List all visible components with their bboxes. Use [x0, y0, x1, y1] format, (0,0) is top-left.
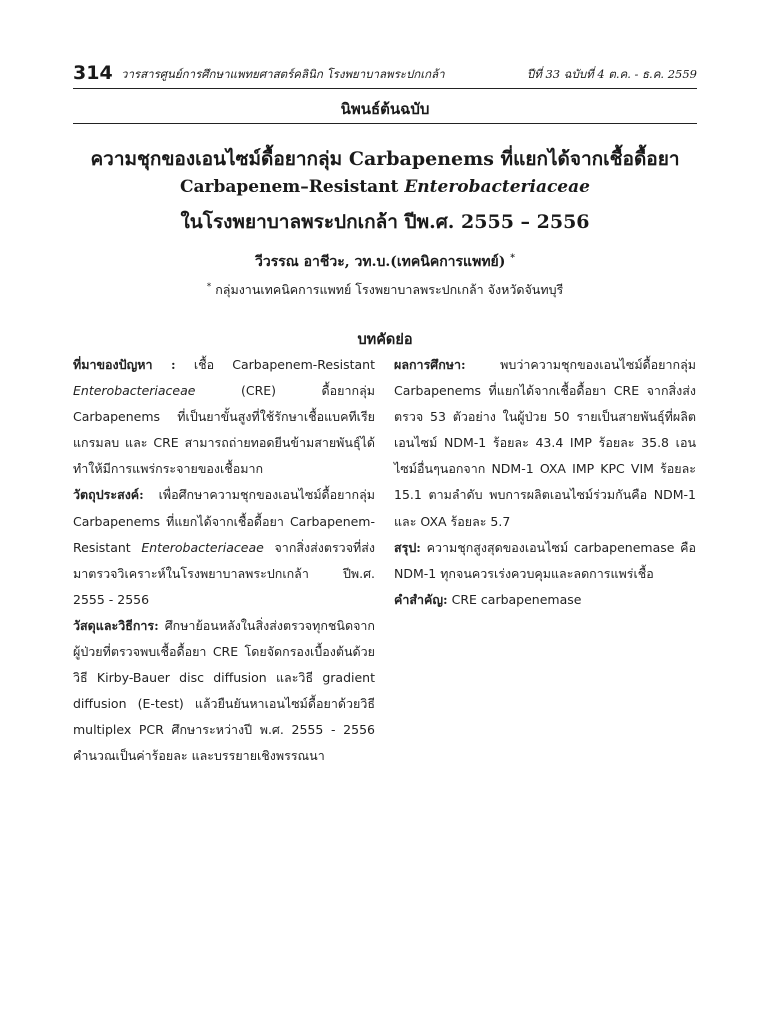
objective-text-1: เพื่อศึกษาความชุกของเอนไซม์ดื้อยากลุ่ม Carbapenems ที่แยกได้จากเชื้อดื้อยา Carbapenem-Resistant [73, 487, 375, 555]
title-line-3: ในโรงพยาบาลพระปกเกล้า ปีพ.ศ. 2555 – 2556 [180, 211, 590, 233]
divider [73, 123, 697, 124]
results-paragraph [394, 352, 696, 535]
background-paragraph [73, 352, 375, 482]
background-italic: Enterobacteriaceae [73, 383, 196, 399]
affiliation-text: กลุ่มงานเทคนิคการแพทย์ โรงพยาบาลพระปกเกล้า จังหวัดจันทบุรี [215, 282, 564, 297]
objective-text-2: จากสิ่งส่งตรวจที่ส่งมาตรวจวิเคราะห์ในโรงพยาบาลพระปกเกล้า ปีพ.ศ. 2555 - 2556 [73, 539, 375, 607]
background-text-1: เชื้อ Carbapenem-Resistant [193, 357, 375, 372]
objective-label: วัตถุประสงค์: [73, 487, 144, 503]
author-line [40, 251, 730, 273]
author-name: วีวรรณ อาชีวะ, วท.บ.(เทคนิคการแพทย์) [255, 254, 506, 270]
conclusion-label: สรุป: [394, 539, 421, 555]
results-label: ผลการศึกษา: [394, 357, 466, 372]
background-label: ที่มาของปัญหา : [73, 357, 176, 372]
title-line-2-text: Carbapenem–Resistant [180, 177, 405, 197]
objective-italic: Enterobacteriaceae [141, 539, 264, 555]
title-line-2 [40, 177, 730, 197]
background-text-2: (CRE) ดื้อยากลุ่ม Carbapenems ที่เป็นยาขั้นสูงที่ใช้รักษาเชื้อแบคทีเรียแกรมลบ และ CRE สามารถถ่ายทอดยีนข้ามสายพันธุ์ได้ทำให้มีการแพร่กระจายของเชื้อมาก [73, 383, 375, 477]
author-mark: * [510, 253, 515, 264]
methods-text: ศึกษาย้อนหลังในสิ่งส่งตรวจทุกชนิดจากผู้ป่วยที่ตรวจพบเชื้อดื้อยา CRE โดยจัดกรองเบื้องต้นด้วยวิธี Kirby-Bauer disc diffusion และวิธี gradient diffusion (E-test) แล้วยืนยันหาเอนไซม์ดื้อยาด้วยวิธี multiplex PCR ศึกษาระหว่างปี พ.ศ. 2555 - 2556 คำนวณเป็นค่าร้อยละ และบรรยายเชิงพรรณนา [73, 617, 375, 764]
section-title: นิพนธ์ต้นฉบับ [340, 100, 430, 118]
conclusion-paragraph [394, 535, 696, 587]
abstract-heading: บทคัดย่อ [357, 331, 413, 348]
journal-name: วารสารศูนย์การศึกษาแพทยศาสตร์คลินิก โรงพยาบาลพระปกเกล้า [121, 67, 445, 81]
abstract-column-right [394, 352, 696, 613]
results-text: พบว่าความชุกของเอนไซม์ดื้อยากลุ่ม Carbapenems ที่แยกได้จากเชื้อดื้อยา CRE จากสิ่งส่งตรวจ 53 ตัวอย่าง ในผู้ป่วย 50 รายเป็นสายพันธุ์ที่ผลิตเอนไซม์ NDM-1 ร้อยละ 43.4 IMP ร้อยละ 35.8 เอนไซม์อื่นๆนอกจาก NDM-1 OXA IMP KPC VIM ร้อยละ 15.1 ตามลำดับ พบการผลิตเอนไซม์ร่วมกันคือ NDM-1 และ OXA ร้อยละ 5.7 [394, 357, 696, 529]
objective-paragraph [73, 482, 375, 612]
page-number: 314 [73, 62, 113, 84]
running-header [73, 60, 697, 89]
title-line-1: ความชุกของเอนไซม์ดื้อยากลุ่ม Carbapenems ที่แยกได้จากเชื้อดื้อยา [90, 148, 680, 170]
methods-paragraph [73, 613, 375, 770]
conclusion-text: ความชุกสูงสุดของเอนไซม์ carbapenemase คือ NDM-1 ทุกจนควรเร่งควบคุมและลดการแพร่เชื้อ [394, 539, 696, 581]
affiliation-mark: * [206, 281, 212, 292]
keywords-paragraph [394, 587, 696, 613]
affiliation-line [40, 280, 730, 300]
keywords-text: CRE carbapenemase [447, 591, 582, 607]
abstract-column-left [73, 352, 375, 770]
issue-info: ปีที่ 33 ฉบับที่ 4 ต.ค. - ธ.ค. 2559 [526, 67, 697, 81]
methods-label: วัสดุและวิธีการ: [73, 617, 159, 633]
keywords-label: คำสำคัญ: [394, 591, 448, 607]
title-line-2-italic: Enterobacteriaceae [404, 177, 590, 197]
